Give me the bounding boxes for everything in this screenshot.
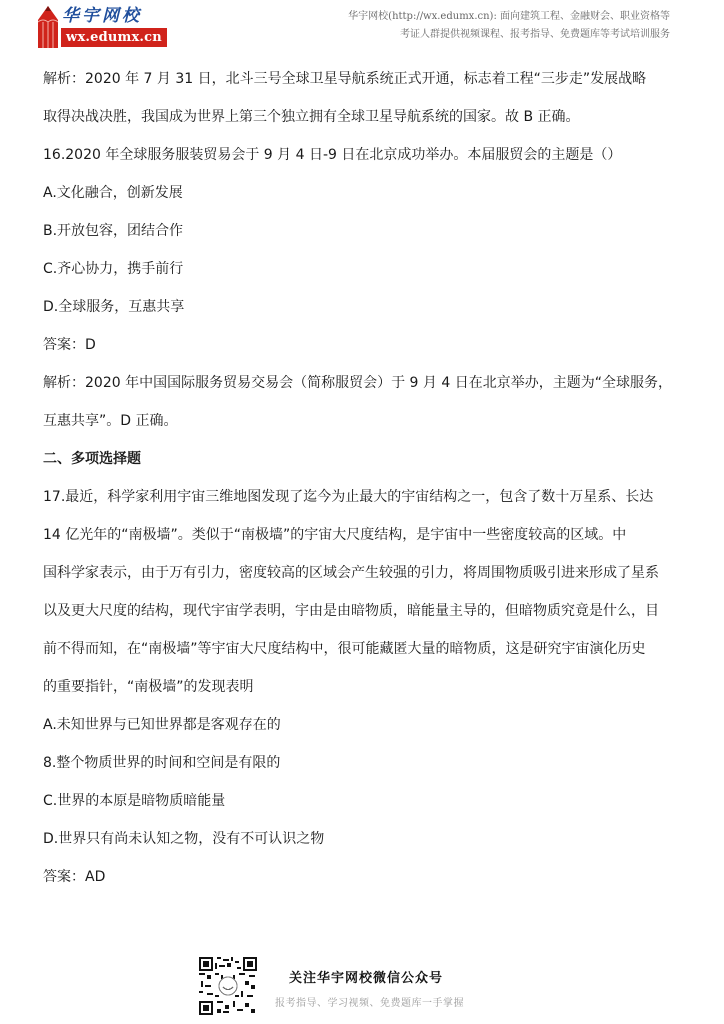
pencil-logo-icon: [38, 6, 58, 48]
page-header: [0, 0, 724, 52]
footer-subtitle: 报考指导、学习视频、免费题库一手掌握: [275, 998, 464, 1009]
section-title-multiple-choice: 二、多项选择题: [43, 451, 141, 467]
logo-title: 华宇网校: [62, 6, 142, 26]
q16-option-c: C.齐心协力，携手前行: [43, 261, 184, 277]
header-info-line1: 华宇网校(http://wx.edumx.cn): 面向建筑工程、金融财会、职业资格等: [348, 11, 670, 22]
q17-question-line1: 17.最近，科学家利用宇宙三维地图发现了迄今为止最大的宇宙结构之一，包含了数十万星系、长达: [43, 489, 654, 505]
q17-question-line4: 以及更大尺度的结构，现代宇宙学表明，宇由是由暗物质，暗能量主导的，但暗物质究竟是什么，目: [43, 603, 659, 619]
q17-question-line6: 的重要指针，“南极墙”的发现表明: [43, 679, 254, 695]
q16-option-b: B.开放包容，团结合作: [43, 223, 184, 239]
q17-option-d: D.世界只有尚未认知之物，没有不可认识之物: [43, 831, 325, 847]
page-footer: [199, 957, 499, 1019]
q15-analysis-line2: 取得决战决胜，我国成为世界上第三个独立拥有全球卫星导航系统的国家。故 B 正确。: [43, 109, 580, 125]
qr-code-icon[interactable]: [199, 957, 257, 1015]
q16-option-d: D.全球服务，互惠共享: [43, 299, 185, 315]
logo-url: wx.edumx.cn: [61, 28, 167, 47]
header-info: [348, 8, 670, 44]
q15-analysis-line1: 解析：2020 年 7 月 31 日，北斗三号全球卫星导航系统正式开通，标志着工程“三步走”发展战略: [43, 71, 647, 87]
huayu-logo[interactable]: [38, 6, 168, 48]
document-body: [43, 60, 683, 896]
q17-question-line2: 14 亿光年的“南极墙”。类似于“南极墙”的宇宙大尺度结构，是宇宙中一些密度较高的区域。中: [43, 527, 627, 543]
q17-option-c: C.世界的本原是暗物质暗能量: [43, 793, 226, 809]
footer-title: 关注华宇网校微信公众号: [289, 971, 444, 986]
q16-question: 16.2020 年全球服务服装贸易会于 9 月 4 日-9 日在北京成功举办。本届服贸会的主题是（）: [43, 147, 622, 163]
q17-question-line5: 前不得而知，在“南极墙”等宇宙大尺度结构中，很可能藏匿大量的暗物质，这是研究宇宙演化历史: [43, 641, 646, 657]
q16-analysis-line1: 解析：2020 年中国国际服务贸易交易会（简称服贸会）于 9 月 4 日在北京举办，主题为“全球服务，: [43, 375, 672, 391]
q17-option-a: A.未知世界与已知世界都是客观存在的: [43, 717, 281, 733]
header-info-line2: 考证人群提供视频课程、报考指导、免费题库等考试培训服务: [400, 29, 670, 40]
q17-answer: 答案：AD: [43, 869, 106, 885]
q17-option-b: 8.整个物质世界的时间和空间是有限的: [43, 755, 281, 771]
q16-answer: 答案：D: [43, 337, 96, 353]
q17-question-line3: 国科学家表示，由于万有引力，密度较高的区域会产生较强的引力，将周围物质吸引进来形成了星系: [43, 565, 659, 581]
q16-analysis-line2: 互惠共享”。D 正确。: [43, 413, 178, 429]
q16-option-a: A.文化融合，创新发展: [43, 185, 183, 201]
